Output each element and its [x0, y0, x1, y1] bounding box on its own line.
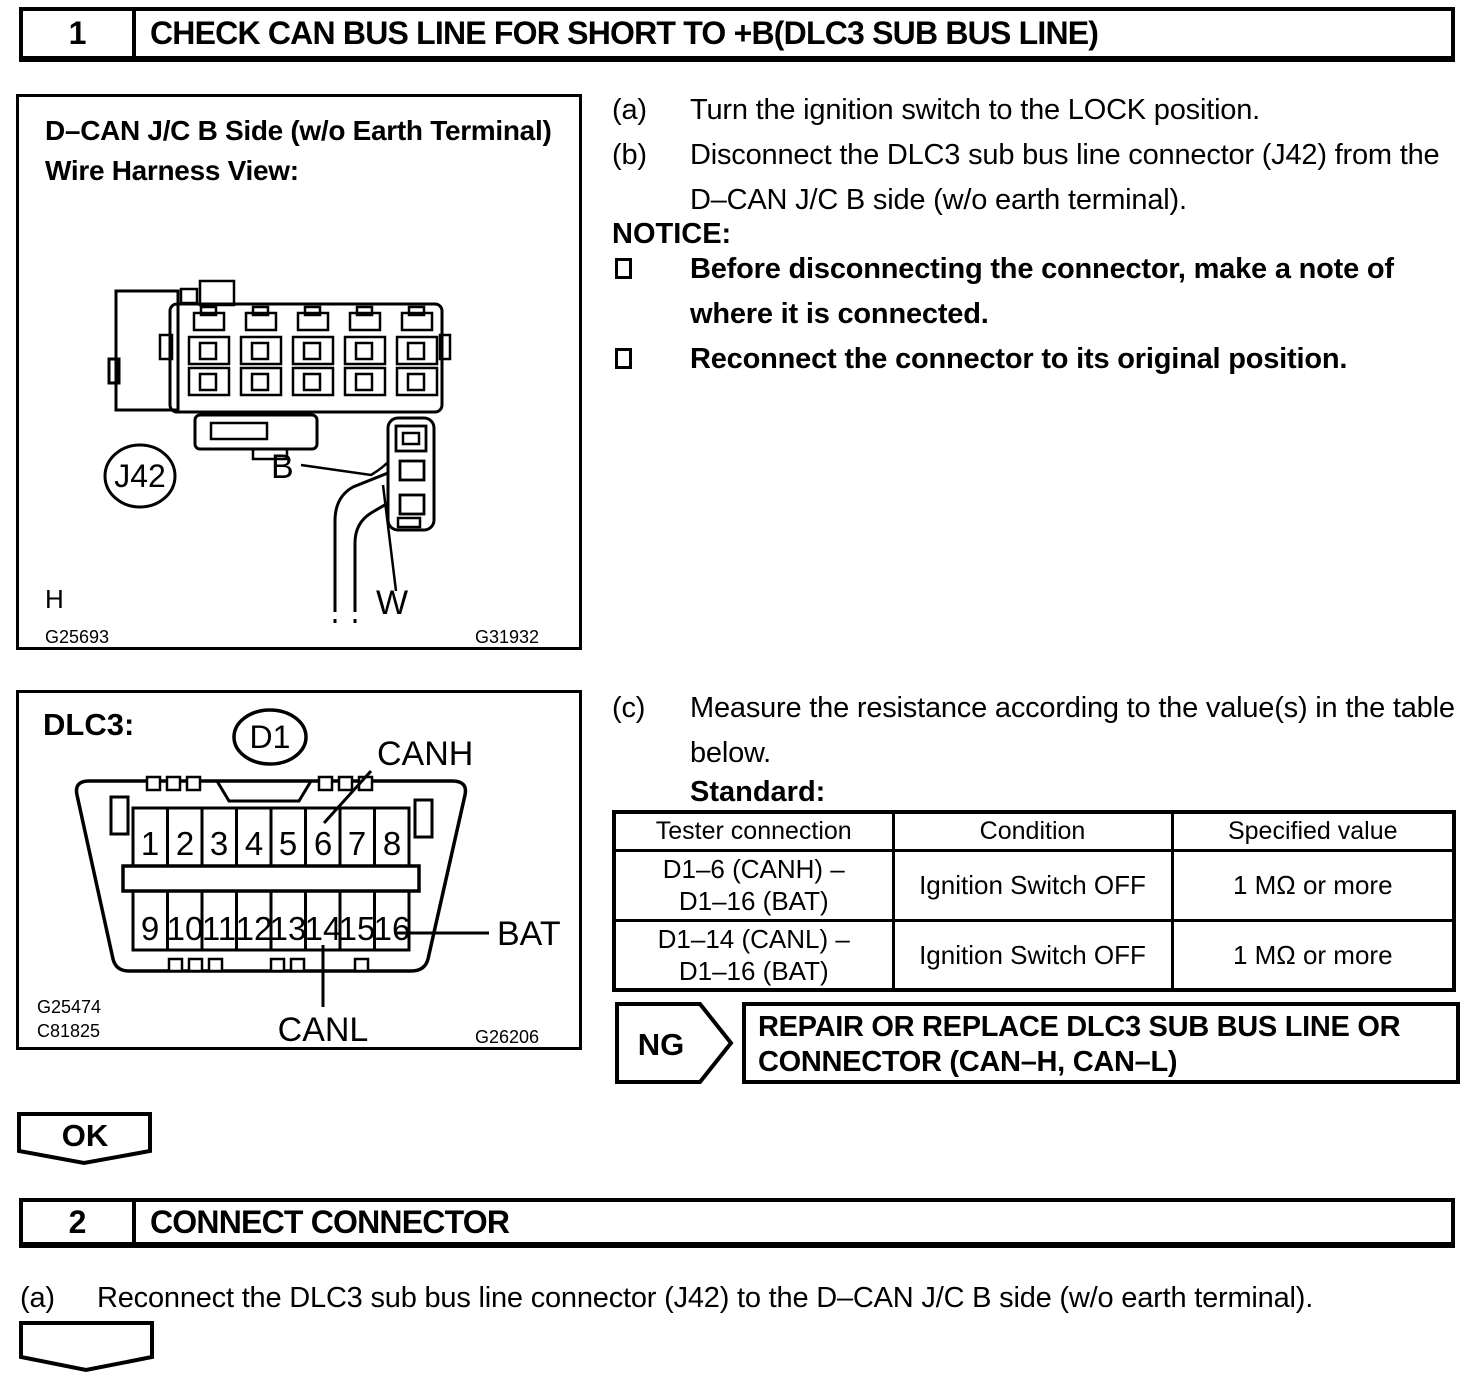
step-1c-marker: (c) [612, 692, 646, 724]
ok-arrow [17, 1112, 153, 1166]
dlc3-id-label: D1 [249, 719, 291, 755]
ok-label: OK [61, 1118, 109, 1153]
svg-text:13: 13 [269, 910, 307, 947]
figure1-code-right: G31932 [475, 627, 540, 647]
svg-text:9: 9 [140, 910, 160, 947]
step-1b-text: Disconnect the DLC3 sub bus line connector (J42) from the D–CAN J/C B side (w/o earth terminal). [690, 139, 1440, 216]
dlc3-diagram [19, 693, 579, 1047]
ng-action-line2: CONNECTOR (CAN–H, CAN–L) [758, 1045, 1178, 1078]
resistance-spec-table [612, 810, 1456, 992]
figure-dlc3-pinout [16, 690, 582, 1050]
continuation-arrow [19, 1321, 156, 1373]
ng-label: NG [637, 1027, 685, 1062]
step-1c-text: Measure the resistance according to the value(s) in the table below. [690, 692, 1455, 769]
svg-text:16: 16 [373, 910, 411, 947]
figure2-title: DLC3: [43, 707, 135, 742]
step-2a-text: Reconnect the DLC3 sub bus line connector (J42) to the D–CAN J/C B side (w/o earth terminal). [97, 1282, 1314, 1314]
connector-id-label: J42 [114, 458, 166, 494]
wire-b-label: B [271, 448, 294, 486]
svg-text:6: 6 [313, 825, 333, 862]
step-1a-marker: (a) [612, 94, 647, 126]
notice-item-2 [612, 337, 1472, 382]
wire-harness-diagram [19, 97, 579, 647]
svg-text:4: 4 [244, 825, 264, 862]
notice-label: NOTICE: [612, 218, 732, 250]
canl-label: CANL [277, 1011, 369, 1047]
bat-label: BAT [497, 915, 561, 953]
figure-wire-harness [16, 94, 582, 650]
step-1-title: CHECK CAN BUS LINE FOR SHORT TO +B(DLC3 SUB BUS LINE) [150, 15, 1099, 51]
junction-connector-drawing [109, 281, 450, 459]
cell-tester-connection: D1–14 (CANL) – D1–16 (BAT) [614, 920, 893, 990]
col-header-tester-connection: Tester connection [614, 812, 893, 850]
figure1-code-left: G25693 [45, 627, 110, 647]
cell-specified-value: 1 MΩ or more [1172, 850, 1454, 920]
col-header-specified-value: Specified value [1172, 812, 1454, 850]
svg-text:8: 8 [382, 825, 402, 862]
step-2a [20, 1276, 1313, 1320]
step-1a [612, 88, 1472, 133]
sub-bus-connector-drawing [301, 418, 434, 623]
step-1-header [19, 7, 1455, 62]
square-bullet-icon [612, 337, 690, 382]
notice-item-2-text: Reconnect the connector to its original position. [690, 343, 1348, 375]
step-1b-marker: (b) [612, 139, 647, 171]
col-header-condition: Condition [893, 812, 1172, 850]
step-1c [612, 686, 1472, 776]
table-row [614, 920, 1454, 990]
figure2-code-left-2: C81825 [37, 1021, 101, 1041]
wire-w-label: W [376, 584, 409, 622]
notice-item-1-text: Before disconnecting the connector, make a note of where it is connected. [690, 253, 1394, 330]
step-1-number: 1 [23, 11, 136, 56]
cell-specified-value: 1 MΩ or more [1172, 920, 1454, 990]
ng-arrow [615, 1002, 735, 1084]
step-1a-text: Turn the ignition switch to the LOCK position. [690, 94, 1261, 126]
svg-text:1: 1 [140, 825, 160, 862]
standard-label: Standard: [690, 776, 826, 808]
figure1-title-line1: D–CAN J/C B Side (w/o Earth Terminal) [45, 115, 552, 146]
svg-text:14: 14 [304, 910, 342, 947]
step-1b [612, 133, 1472, 223]
figure2-code-right: G26206 [475, 1027, 540, 1047]
svg-text:11: 11 [201, 910, 237, 947]
canh-label: CANH [377, 735, 474, 773]
cell-condition: Ignition Switch OFF [893, 920, 1172, 990]
cell-tester-connection: D1–6 (CANH) – D1–16 (BAT) [614, 850, 893, 920]
svg-text:3: 3 [209, 825, 229, 862]
cell-condition: Ignition Switch OFF [893, 850, 1172, 920]
step-2-title: CONNECT CONNECTOR [150, 1203, 510, 1240]
figure1-corner-label: H [45, 584, 64, 614]
svg-text:5: 5 [278, 825, 298, 862]
svg-text:12: 12 [235, 910, 273, 947]
ng-action-line1: REPAIR OR REPLACE DLC3 SUB BUS LINE OR [758, 1010, 1401, 1043]
svg-text:15: 15 [338, 910, 376, 947]
svg-text:10: 10 [166, 910, 204, 947]
step-2-header [19, 1198, 1455, 1248]
figure1-title-line2: Wire Harness View: [45, 155, 299, 186]
ng-action-box [742, 1002, 1460, 1084]
table-header-row [614, 812, 1454, 850]
figure2-code-left-1: G25474 [37, 997, 102, 1017]
svg-text:2: 2 [175, 825, 195, 862]
step-2-number: 2 [23, 1202, 136, 1242]
step-2a-marker: (a) [20, 1282, 55, 1314]
wire-b-leader-line [301, 463, 387, 475]
table-row [614, 850, 1454, 920]
notice-item-1 [612, 247, 1472, 337]
svg-text:7: 7 [347, 825, 367, 862]
square-bullet-icon [612, 247, 690, 337]
